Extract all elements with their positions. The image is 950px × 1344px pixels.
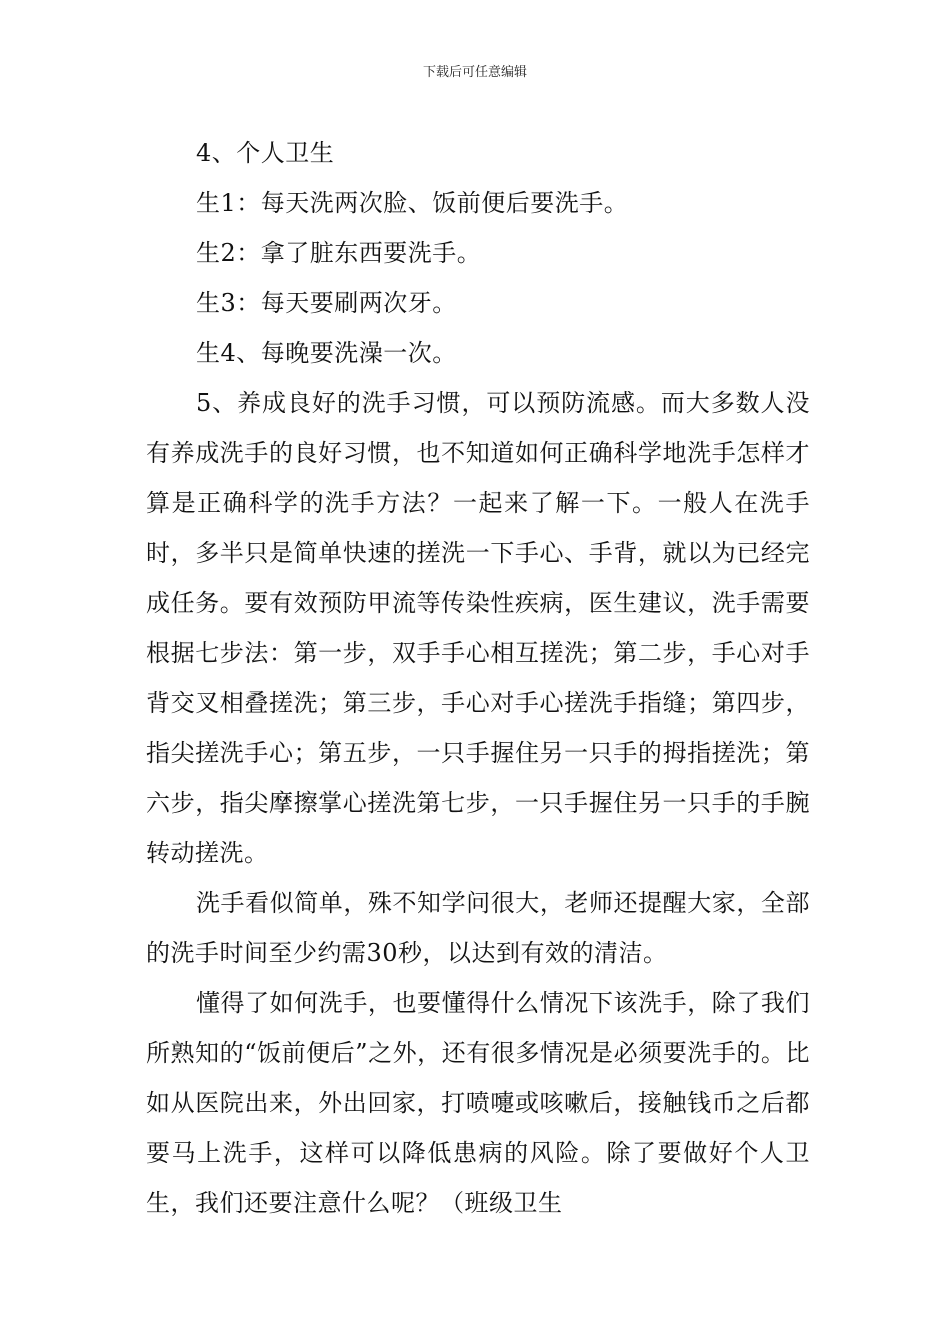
document-body [146, 128, 810, 1228]
paragraph-student-1: 生1：每天洗两次脸、饭前便后要洗手。 [196, 189, 629, 217]
paragraph-handwashing-duration: 洗手看似简单，殊不知学问很大，老师还提醒大家，全部的洗手时间至少约需30秒，以达到有效的清洁。 [146, 889, 810, 967]
page-header-note: 下载后可任意编辑 [422, 65, 527, 80]
paragraph-student-3: 生3：每天要刷两次牙。 [196, 289, 457, 317]
paragraph-when-to-wash: 懂得了如何洗手，也要懂得什么情况下该洗手，除了我们所熟知的“饭前便后”之外，还有很多情况是必须要洗手的。比如从医院出来，外出回家，打喷嚏或咳嗽后，接触钱币之后都要马上洗手，这样可以降低患病的风险。除了要做好个人卫生，我们还要注意什么呢？（班级卫生 [146, 989, 810, 1217]
paragraph-student-4: 生4、每晚要洗澡一次。 [196, 339, 457, 367]
paragraph-handwashing-habits: 5、养成良好的洗手习惯，可以预防流感。而大多数人没有养成洗手的良好习惯，也不知道如何正确科学地洗手怎样才算是正确科学的洗手方法？一起来了解一下。一般人在洗手时，多半只是简单快速的搓洗一下手心、手背，就以为已经完成任务。要有效预防甲流等传染性疾病，医生建议，洗手需要根据七步法：第一步，双手手心相互搓洗；第二步，手心对手背交叉相叠搓洗；第三步，手心对手心搓洗手指缝；第四步，指尖搓洗手心；第五步，一只手握住另一只手的拇指搓洗；第六步，指尖摩擦掌心搓洗第七步，一只手握住另一只手的手腕转动搓洗。 [146, 389, 810, 867]
paragraph-student-2: 生2：拿了脏东西要洗手。 [196, 239, 482, 267]
paragraph-heading-personal-hygiene: 4、个人卫生 [196, 139, 335, 167]
